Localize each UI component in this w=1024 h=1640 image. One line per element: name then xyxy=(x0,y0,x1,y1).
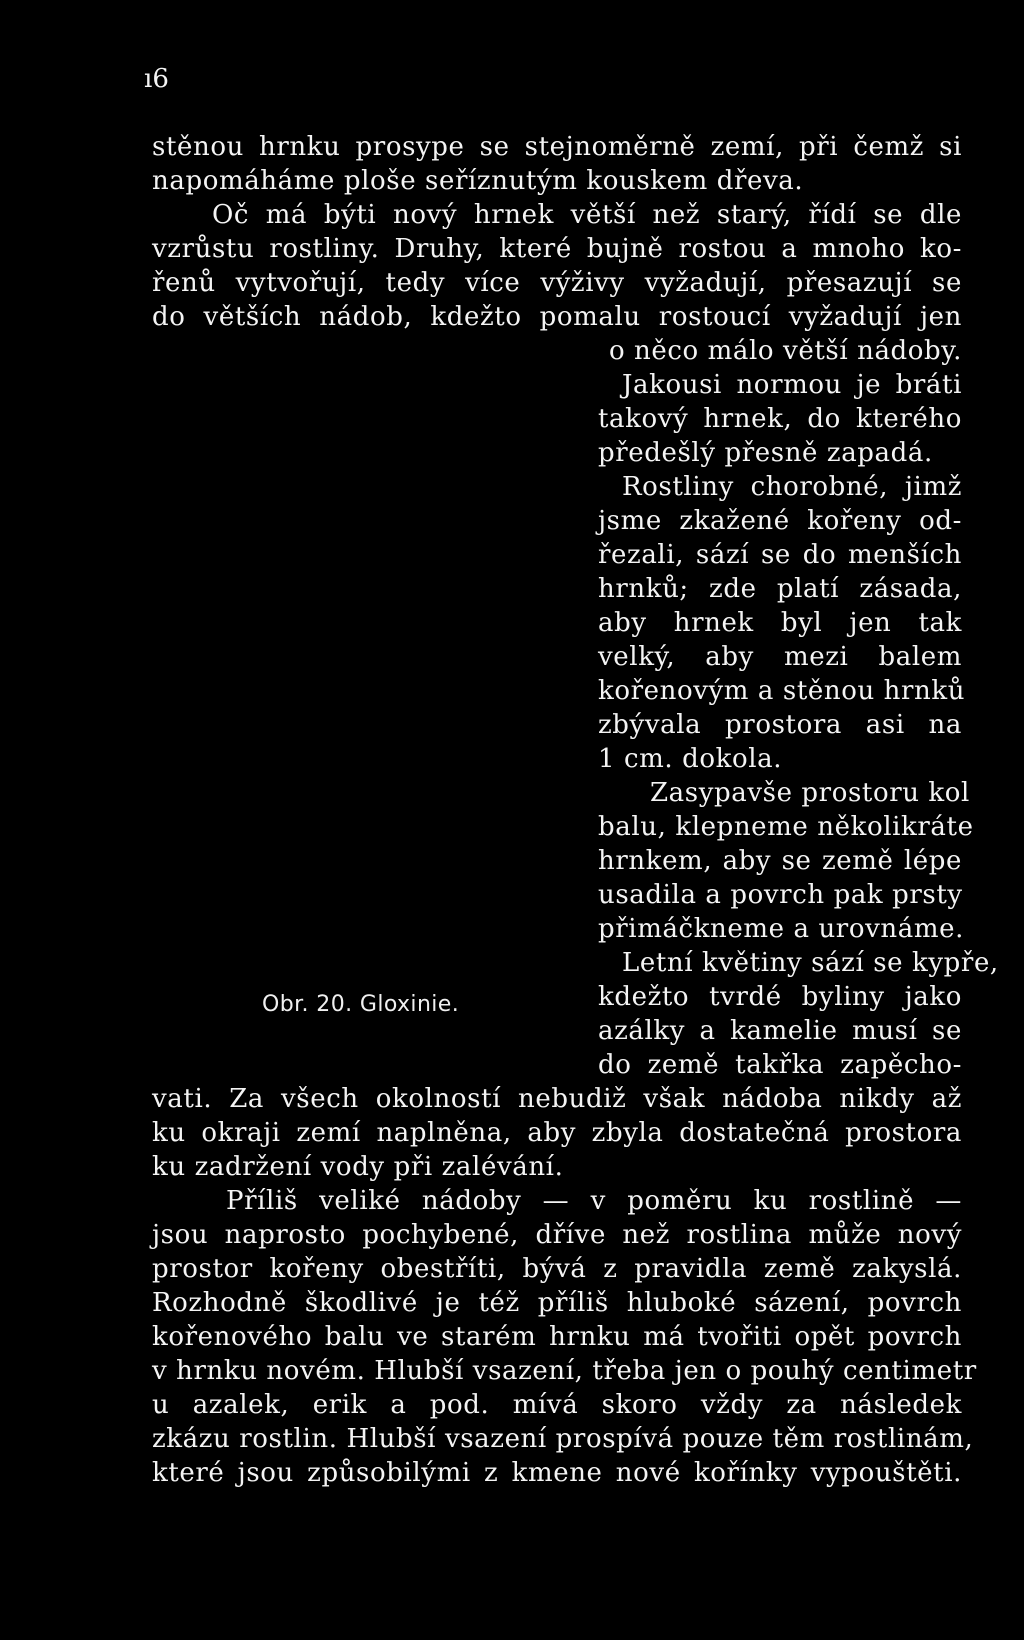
text-line: Jakousi normou je bráti xyxy=(622,370,962,400)
text-line: azálky a kamelie musí se xyxy=(598,1016,962,1046)
figure-caption: Obr. 20. Gloxinie. xyxy=(262,992,460,1017)
text-line: hrnkem, aby se země lépe xyxy=(598,846,962,876)
text-line: aby hrnek byl jen tak xyxy=(598,608,962,638)
text-line: balu, klepneme několikráte xyxy=(598,812,974,842)
text-line: Rozhodně škodlivé je též příliš hluboké sázení, povrch xyxy=(152,1288,962,1318)
text-line: řenů vytvořují, tedy více výživy vyžadují, přesazují se xyxy=(152,268,962,298)
text-line: stěnou hrnku prosype se stejnoměrně zemí, při čemž si xyxy=(152,132,962,162)
text-line: Oč má býti nový hrnek větší než starý, řídí se dle xyxy=(212,200,962,230)
text-line: v hrnku novém. Hlubší vsazení, třeba jen o pouhý centimetr xyxy=(152,1356,977,1386)
text-line: napomáháme ploše seříznutým kouskem dřeva. xyxy=(152,166,804,196)
text-line: kořenovým a stěnou hrnků xyxy=(598,676,966,706)
text-line: jsme zkažené kořeny od- xyxy=(598,506,962,536)
text-line: do větších nádob, kdežto pomalu rostoucí vyžadují jen xyxy=(152,302,962,332)
text-line: vati. Za všech okolností nebudiž však nádoba nikdy až xyxy=(152,1084,962,1114)
text-line: zkázu rostlin. Hlubší vsazení prospívá pouze těm rostlinám, xyxy=(152,1424,974,1454)
text-line: Rostliny chorobné, jimž xyxy=(622,472,962,502)
text-line: u azalek, erik a pod. mívá skoro vždy za následek xyxy=(152,1390,962,1420)
page-number: ı6 xyxy=(144,64,169,94)
text-line: Příliš veliké nádoby — v poměru ku rostlině — xyxy=(226,1186,962,1216)
text-line: velký, aby mezi balem xyxy=(598,642,962,672)
text-line: ku okraji zemí naplněna, aby zbyla dostatečná prostora xyxy=(152,1118,962,1148)
text-line: do země takřka zapěcho- xyxy=(598,1050,962,1080)
text-line: prostor kořeny obestříti, bývá z pravidla země zakyslá. xyxy=(152,1254,962,1284)
text-line: 1 cm. dokola. xyxy=(598,744,783,774)
text-line: předešlý přesně zapadá. xyxy=(598,438,933,468)
text-line: o něco málo větší nádoby. xyxy=(608,336,962,366)
text-line: přimáčkneme a urovnáme. xyxy=(598,914,964,944)
text-line: kdežto tvrdé byliny jako xyxy=(598,982,962,1012)
text-line: řezali, sází se do menších xyxy=(598,540,962,570)
text-line: vzrůstu rostliny. Druhy, které bujně rostou a mnoho ko- xyxy=(152,234,962,264)
text-line: usadila a povrch pak prsty xyxy=(598,880,963,910)
text-line: takový hrnek, do kterého xyxy=(598,404,962,434)
text-line: Letní květiny sází se kypře, xyxy=(622,948,999,978)
text-line: ku zadržení vody při zalévání. xyxy=(152,1152,564,1182)
text-line: hrnků; zde platí zásada, xyxy=(598,574,962,604)
text-line: které jsou způsobilými z kmene nové kořínky vypouštěti. xyxy=(152,1458,962,1488)
text-line: Zasypavše prostoru kol xyxy=(650,778,970,808)
text-line: zbývala prostora asi na xyxy=(598,710,962,740)
text-line: kořenového balu ve starém hrnku má tvořiti opět povrch xyxy=(152,1322,962,1352)
figure-gloxinia-illustration xyxy=(150,380,570,980)
text-line: jsou naprosto pochybené, dříve než rostlina může nový xyxy=(152,1220,962,1250)
